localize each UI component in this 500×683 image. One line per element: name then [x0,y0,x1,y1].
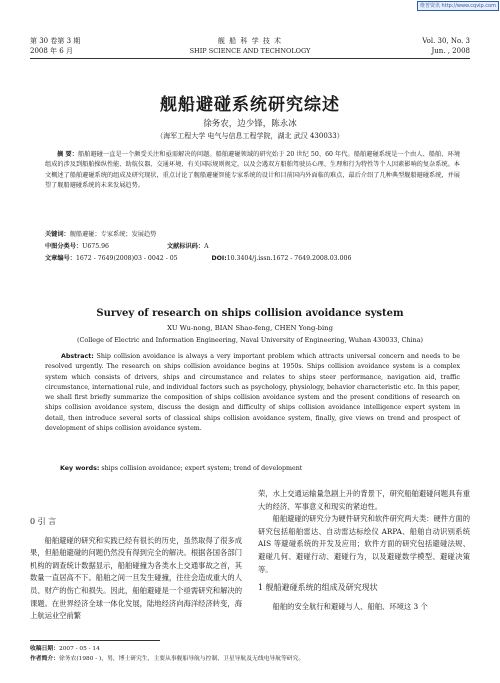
article-number-line [45,254,460,264]
intro-paragraph-right-1: 荣，水上交通运输量急剧上升的背景下，研究船舶避碰问题具有重大的经济、军事意义和现实的紧迫性。 [258,489,470,511]
footnote-rule [30,640,160,641]
article-no-value: 1672 - 7649(2008)03 - 0042 - 05 [75,255,178,262]
intro-paragraph-right-2: 船舶避碰的研究分为硬件研究和软件研究两大类：硬件方面的研究包括船舶雷达、自动雷达标绘仪 ARPA、船舶自动识别系统 AIS 等避碰系统的开发及应用；软件方面的研究包括避碰法规、避碰几何、避碰行动、避碰行为，以及避碰数学模型、避碰决策等。 [258,514,470,574]
intro-heading: 0 引 言 [30,517,57,526]
keywords-cn [45,230,460,240]
paper-title: 舰船避碰系统研究综述 [160,95,340,115]
footnote-received [30,645,470,654]
affiliation: （海军工程大学 电气与信息工程学院，湖北 武汉 430033） [156,132,344,140]
body-left-column [30,488,242,623]
abstract-cn-label: 摘 要： [57,151,78,158]
abstract-en-text: Ship collision avoidance is always a very important problem which attracts universal concern and needs to be resolved urgently. The research on ships collision avoidance begins at 1950s. Ships collision avoidance system is a complex system which consists of drivers, ships and circumstance and relates to ships steer performance, navigation aid, traffic circumstance, international rule, and individual factors such as psychology, physiology, behavior characteristic etc. In this paper, we shall first briefly summarize the composition of ships collision avoidance system and the present conditions of research on ships collision avoidance system, discuss the design and difficulty of ships collision avoidance intelligence expert system in detail, then introduce several sorts of classical ships collision avoidance system, finally, give views on trend and prospect of development of ships collision avoidance system. [45,353,460,433]
header-volume-cn: 第 30 卷第 3 期 [30,37,81,45]
intro-paragraph-left: 船舶避碰的研究和实践已经有很长的历史，虽然取得了很多成果，但船舶避碰的问题仍然没有得到完全的解决。根据各国各部门机构的调查统计数据显示，船舶碰撞为各类水上交通事故之首，其数量一直居高不下。船舶之间一旦发生碰撞，往往会造成重大的人员、财产的伤亡和损失。因此，船舶避碰是一个亟需研究和解决的课题。在世界经济全球一体化发展，陆地经济向海洋经济转变，海上航运业空前繁 [30,535,242,621]
classification-line [45,242,460,252]
abstract-cn [45,150,460,192]
abstract-en-label: Abstract: [61,353,94,360]
footnote-author [30,655,470,664]
clc-value: U675.96 [82,243,109,250]
keywords-en-text: ships collision avoidance; expert system; trend of development [101,465,303,472]
english-authors: XU Wu-nong, BIAN Shao-feng, CHEN Yong-bing [167,324,333,332]
article-no-label: 文章编号： [45,255,76,262]
section1-heading: 1 舰船避碰系统的组成及研究现状 [258,583,378,593]
doi-value: 10.3404/j.issn.1672 - 7649.2008.03.006 [226,255,352,262]
doc-code-value: A [204,243,209,250]
doi-label: DOI: [211,255,227,262]
header-journal-cn: 舰 船 科 学 技 术 [217,37,283,45]
keywords-cn-label: 关键词： [45,231,70,238]
author-bio-label: 作者简介： [30,656,59,662]
keywords-en [60,465,460,472]
header-date-en: Jun. , 2008 [431,47,470,55]
header-volume-en: Vol. 30, No. 3 [422,37,470,45]
english-affiliation: (College of Electric and Information Engineering, Naval University of Engineering, Wuhan 430033, China) [76,336,424,344]
doc-code-label: 文献标识码： [166,243,205,250]
received-label: 收稿日期： [30,646,59,652]
keywords-cn-text: 舰船避碰；专家系统；发展趋势 [69,231,157,238]
abstract-en [45,352,460,434]
watermark: 维普资讯 http://www.cqvip.com [417,1,499,11]
received-date: 2007 - 05 - 14 [59,646,100,652]
header-date-cn: 2008 年 6 月 [30,47,73,55]
english-title: Survey of research on ships collision avoidance system [96,308,404,319]
author-bio: 徐务农(1980 - )，男，博士研究生，主要从事舰船导航与控制、卫星导航及无线电导航等研究。 [59,656,305,662]
body-right-column [258,488,470,613]
header-rule [30,58,470,59]
clc-label: 中图分类号： [45,243,83,250]
authors: 徐务农，边少锋，陈永冰 [203,119,297,129]
abstract-cn-text: 船舶避碰一直是一个颇受关注和亟需解决的问题。船舶避碰领域的研究始于 20 世纪 50、60 年代。船舶避碰系统是一个由人、船舶、环境组成的涉及到船舶操纵性能、助航仪器、交通环境、有关国际规则规定，以及会遇双方船舶驾驶员心理、生理和行为特性等个人因素影响的复杂系统。本文概述了船舶避碰系统的组成及研究现状，重点讨论了舰船避碰智能专家系统的设计和目前国内外面临的难点，最后介绍了几种典型舰船避碰系统，并展望了舰船避碰系统的未来发展趋势。 [45,151,461,190]
keywords-en-label: Key words: [60,465,100,472]
header-journal-en: SHIP SCIENCE AND TECHNOLOGY [189,47,311,55]
section1-paragraph: 船舶的安全航行和避碰与人、船舶、环境这 3 个 [272,601,428,611]
